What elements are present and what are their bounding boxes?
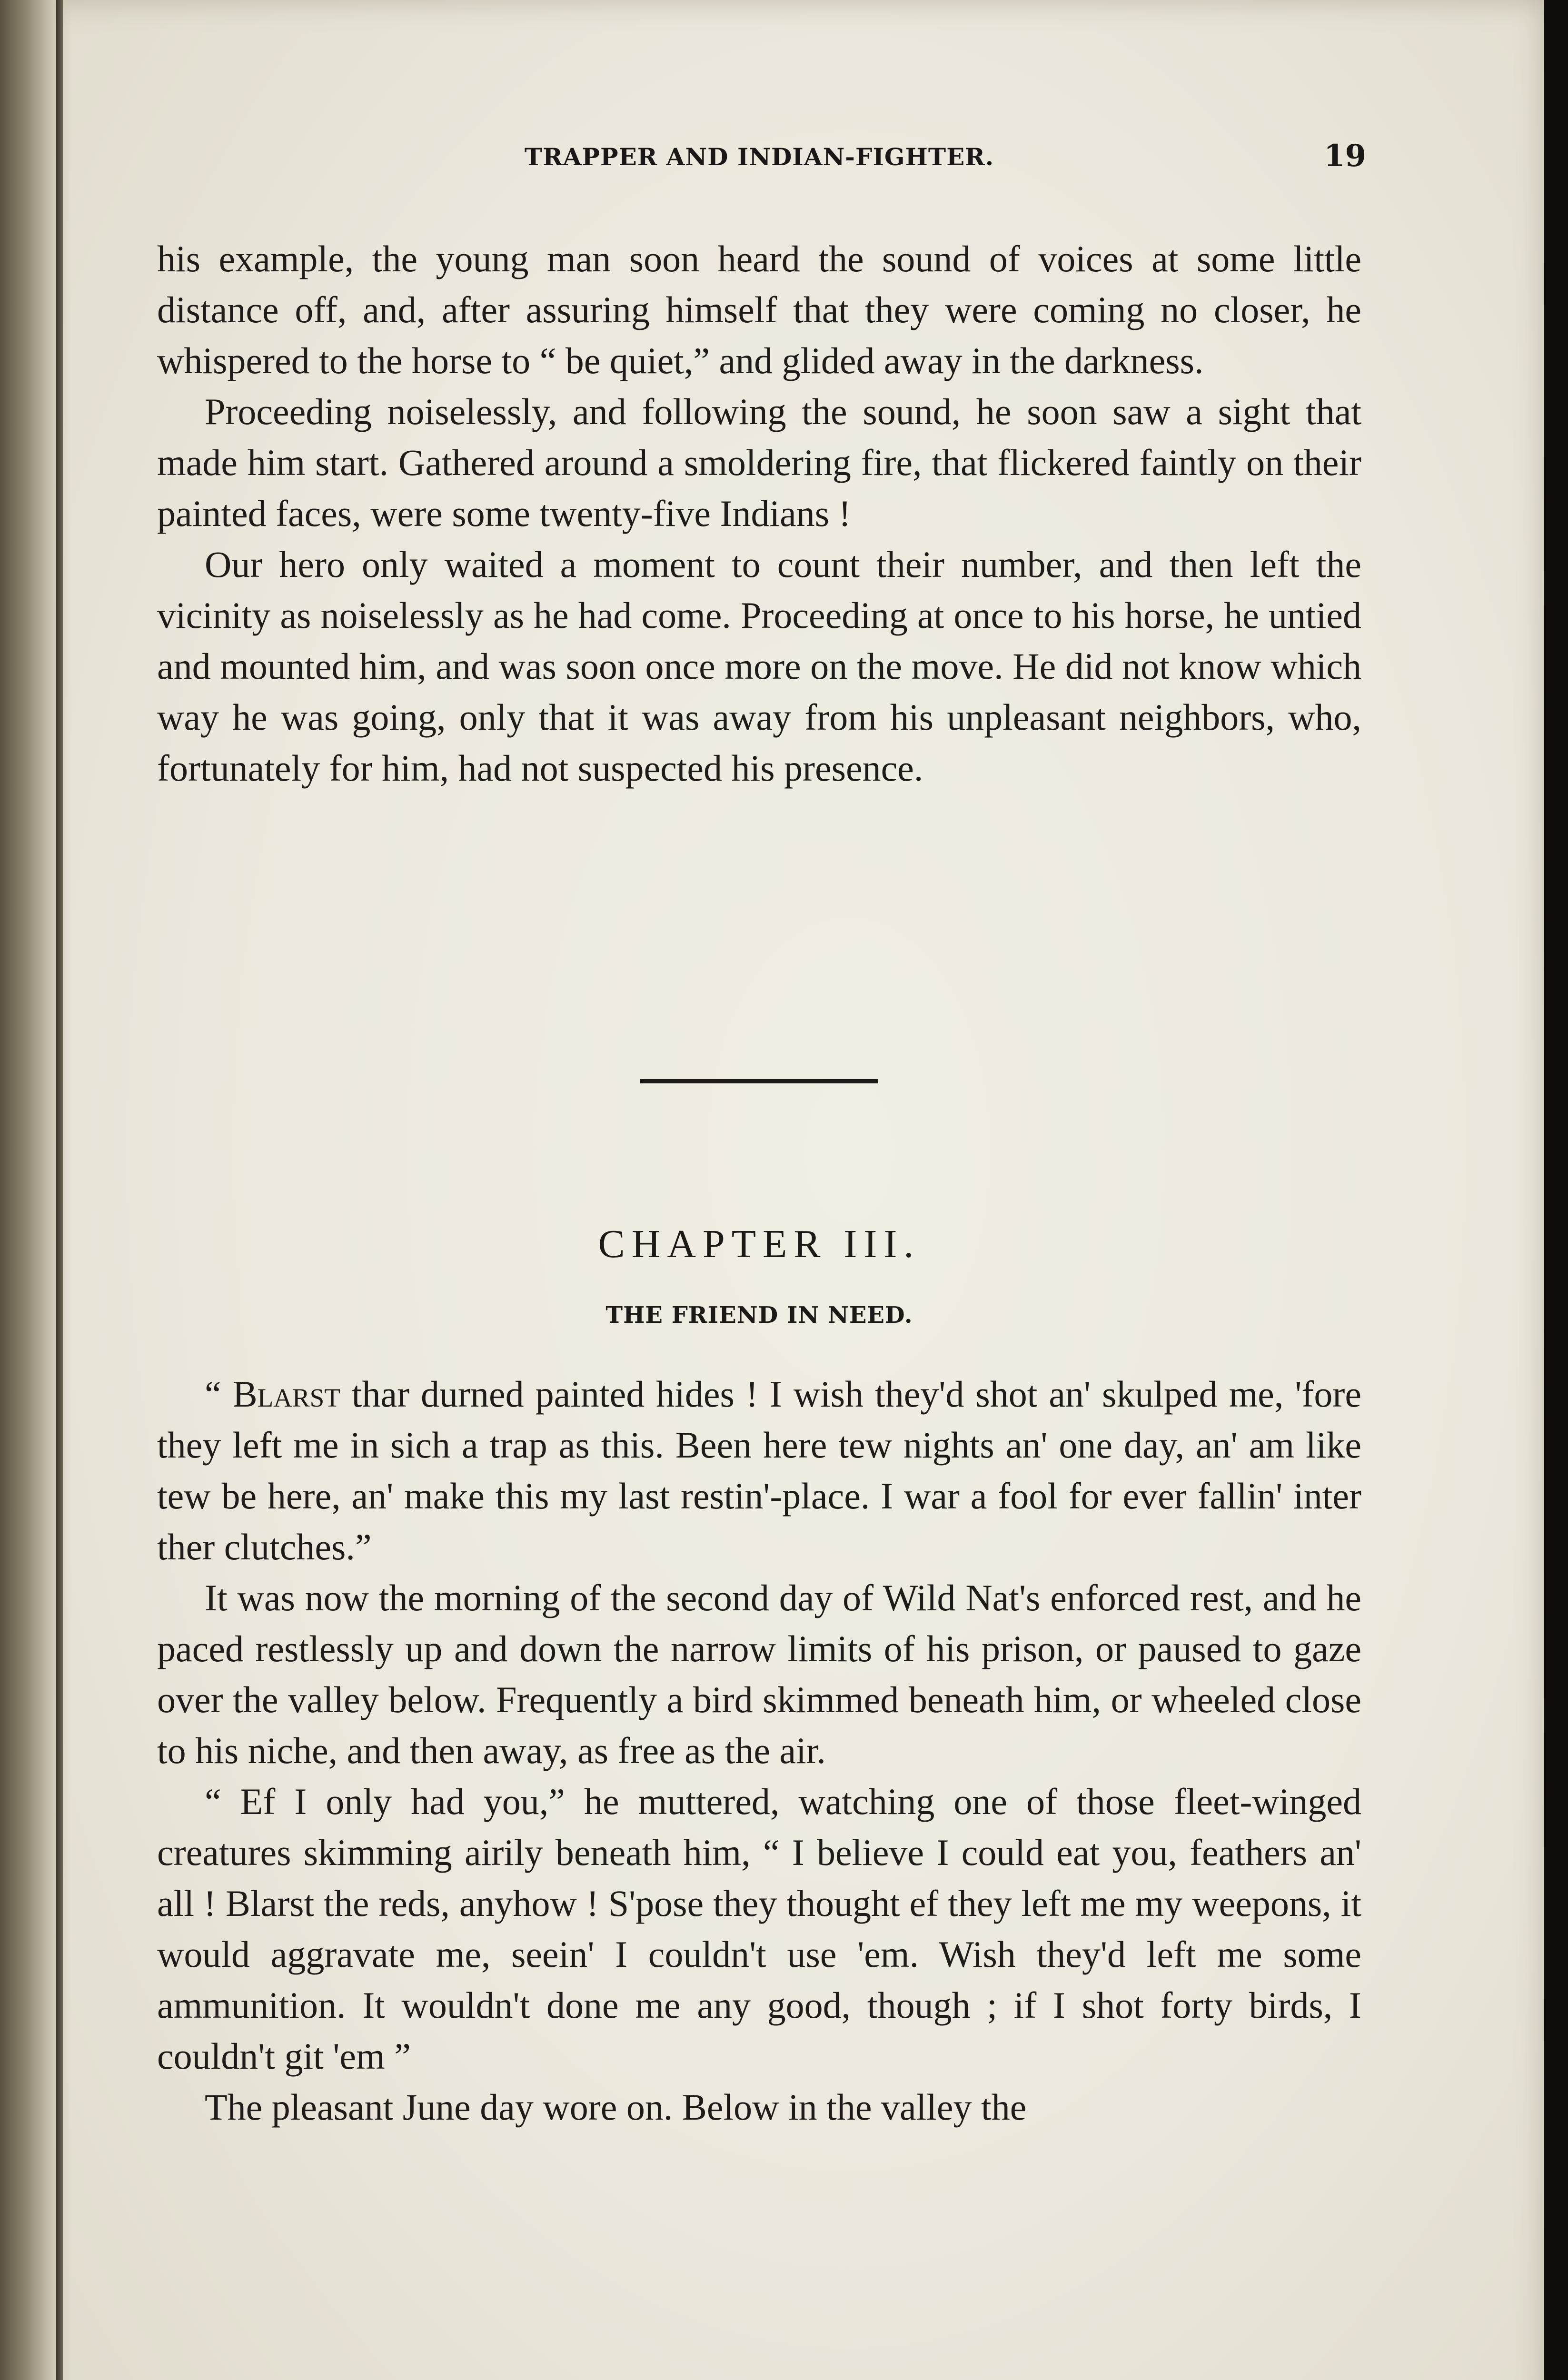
text-block-chapter <box>157 1368 1361 2132</box>
page-number: 19 <box>1323 138 1366 174</box>
paragraph: Our hero only waited a moment to count their number, and then left the vicinity as noiselessly as he had come. Proceeding at once to his horse, he untied and mounted him, and was soon once more on the move. He did not know which way he was going, only that it was away from his unpleasant neighbors, who, fortunately for him, had not suspected his presence. <box>157 544 1361 789</box>
paragraph-text: thar durned painted hides ! I wish they'd shot an' skulped me, 'fore they left me in sich a trap as this. Been here tew nights an' one day, an' am like tew be here, an' make this my last restin'-place. I war a fool for ever fallin' inter ther clutches.” <box>157 1373 1362 1567</box>
paragraph <box>157 1368 1361 1572</box>
gutter-shadow <box>56 0 63 2380</box>
open-quote: “ <box>205 1373 233 1415</box>
paragraph: It was now the morning of the second day of Wild Nat's enforced rest, and he paced restlessly up and down the narrow limits of his prison, or paused to gaze over the valley below. Frequently a bird skimmed beneath him, or wheeled close to his niche, and then away, as free as the air. <box>157 1577 1361 1771</box>
chapter-title: CHAPTER III. <box>598 1222 921 1266</box>
paragraph: The pleasant June day wore on. Below in the valley the <box>205 2086 1027 2128</box>
text-block-top <box>157 233 1361 793</box>
running-head: TRAPPER AND INDIAN-FIGHTER. <box>524 143 994 171</box>
section-divider-rule <box>640 1079 878 1083</box>
paragraph: “ Ef I only had you,” he muttered, watching one of those fleet-winged creatures skimming airily beneath him, “ I believe I could eat you, feathers an' all ! Blarst the reds, anyhow ! S'pose they thought ef they left me my weepons, it would aggravate me, seein' I couldn't use 'em. Wish they'd left me some ammunition. It wouldn't done me any good, though ; if I shot forty birds, I couldn't git 'em ” <box>157 1781 1361 2077</box>
chapter-subtitle: THE FRIEND IN NEED. <box>605 1302 913 1329</box>
paragraph: Proceeding noiselessly, and following the sound, he soon saw a sight that made him start. Gathered around a smoldering fire, that flickered faintly on their painted faces, were some twenty-five Indians ! <box>157 391 1361 534</box>
paragraph: his example, the young man soon heard the sound of voices at some little distance off, and, after assuring himself that they were coming no closer, he whispered to the horse to “ be quiet,” and glided away in the darkness. <box>157 238 1361 381</box>
small-caps-word: Blarst <box>232 1373 340 1415</box>
